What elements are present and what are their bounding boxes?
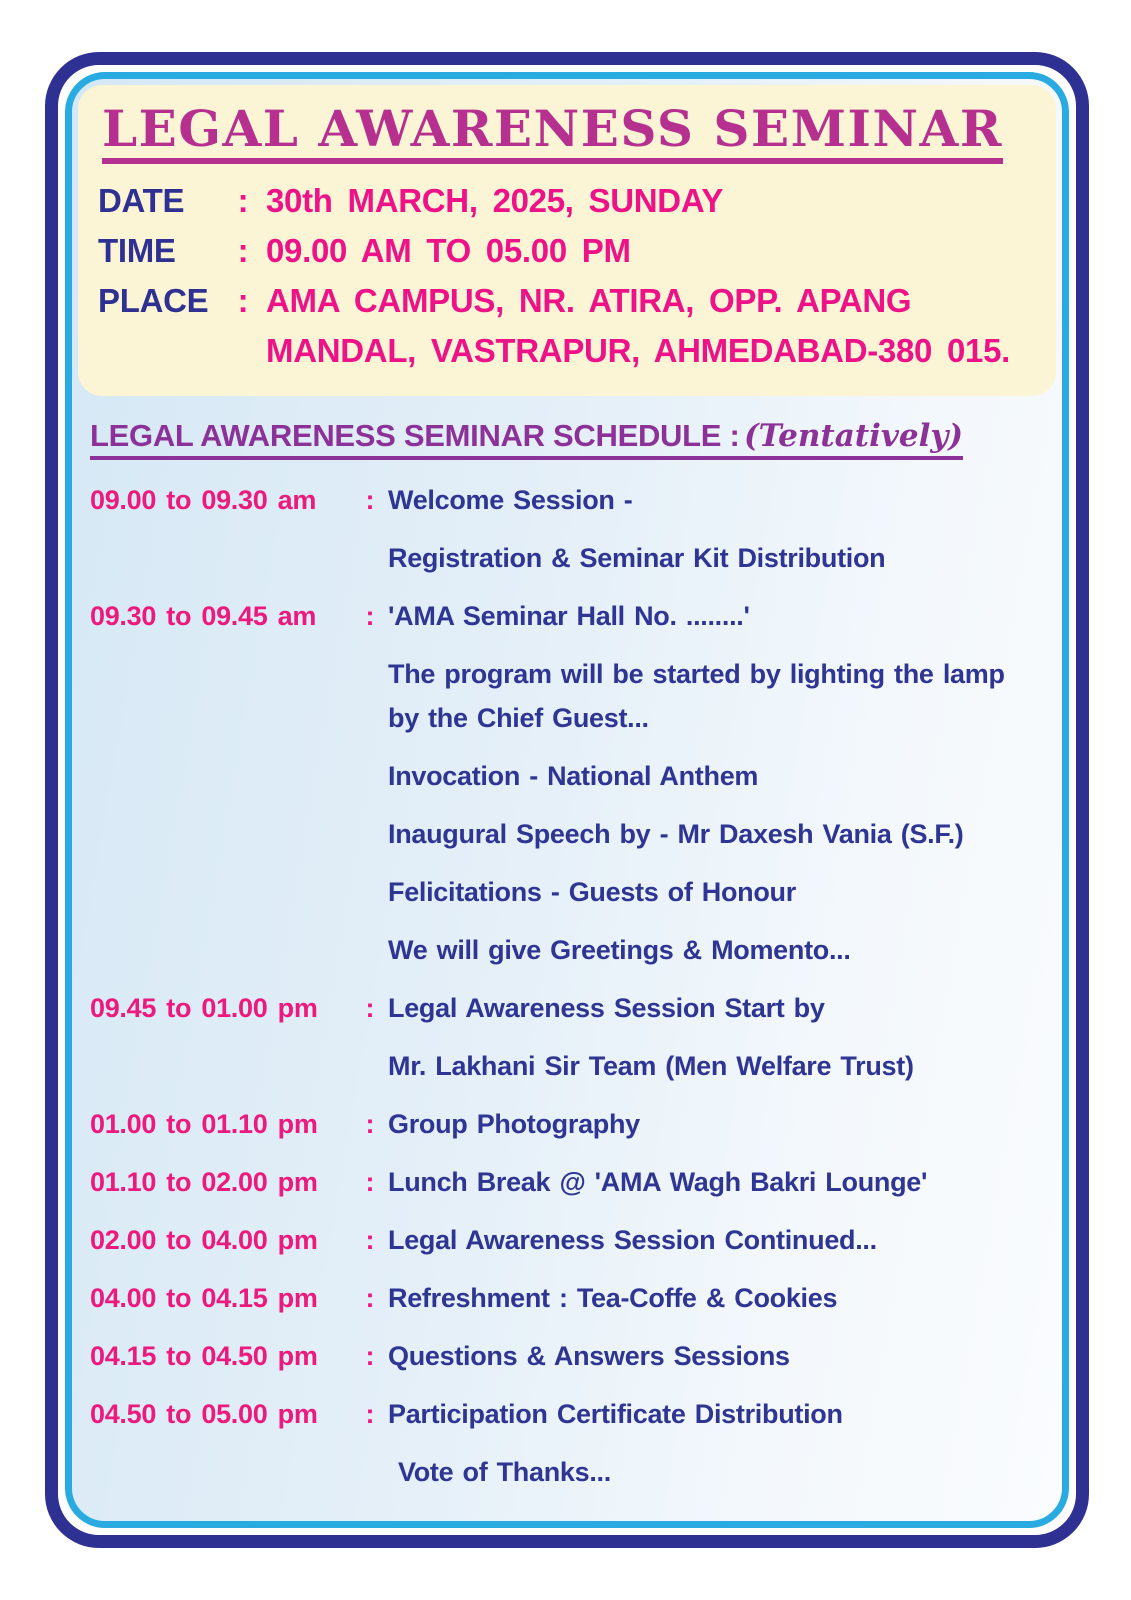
schedule-line: by the Chief Guest... [388, 703, 649, 733]
schedule-row [90, 1276, 1050, 1334]
schedule-description [388, 986, 1050, 1102]
schedule-time: 04.50 to 05.00 pm [90, 1399, 318, 1429]
schedule-line: Legal Awareness Session Continued... [388, 1225, 877, 1255]
schedule-row [90, 1102, 1050, 1160]
schedule-row [90, 1392, 1050, 1508]
schedule-description [388, 1334, 1050, 1392]
schedule-description [388, 1218, 1050, 1276]
schedule-line: Refreshment : Tea-Coffe & Cookies [388, 1283, 838, 1313]
schedule-time: 09.30 to 09.45 am [90, 601, 317, 631]
schedule-separator: : [365, 1225, 375, 1255]
place-separator: : [237, 282, 249, 319]
place-value: AMA CAMPUS, NR. ATIRA, OPP. APANG MANDAL, VASTRAPUR, AHMEDABAD-380 015. [266, 282, 1010, 369]
schedule-line: Registration & Seminar Kit Distribution [388, 543, 886, 573]
schedule-separator: : [365, 993, 375, 1023]
time-label: TIME [98, 232, 176, 269]
schedule-row [90, 1334, 1050, 1392]
schedule-line: Vote of Thanks... [398, 1457, 611, 1487]
info-row-date [98, 176, 1038, 226]
schedule-separator: : [365, 485, 375, 515]
schedule-description [388, 1276, 1050, 1334]
schedule-line: Participation Certificate Distribution [388, 1399, 843, 1429]
poster-content [72, 79, 1062, 1521]
schedule-separator: : [365, 1109, 375, 1139]
schedule-line: 'AMA Seminar Hall No. ........' [388, 601, 750, 631]
time-separator: : [237, 232, 249, 269]
schedule-line: Legal Awareness Session Start by [388, 993, 825, 1023]
schedule-heading-note: (Tentatively) [743, 418, 964, 454]
schedule-row [90, 1218, 1050, 1276]
schedule-section [78, 396, 1056, 1508]
poster-frame [45, 52, 1089, 1548]
info-row-place [98, 276, 1038, 376]
schedule-heading-text: LEGAL AWARENESS SEMINAR SCHEDULE : [90, 418, 740, 453]
schedule-row [90, 1160, 1050, 1218]
schedule-time: 04.15 to 04.50 pm [90, 1341, 318, 1371]
schedule-time: 09.45 to 01.00 pm [90, 993, 318, 1023]
header-panel [78, 85, 1056, 396]
poster-title: LEGAL AWARENESS SEMINAR [102, 101, 1003, 164]
schedule-line: Felicitations - Guests of Honour [388, 877, 796, 907]
schedule-separator: : [365, 1341, 375, 1371]
schedule-line: Mr. Lakhani Sir Team (Men Welfare Trust) [388, 1051, 914, 1081]
schedule-line: Invocation - National Anthem [388, 761, 759, 791]
schedule-description [388, 1102, 1050, 1160]
date-separator: : [237, 182, 249, 219]
schedule-description [388, 594, 1050, 986]
schedule-time: 01.10 to 02.00 pm [90, 1167, 318, 1197]
schedule-line: Lunch Break @ 'AMA Wagh Bakri Lounge' [388, 1167, 928, 1197]
schedule-line: Questions & Answers Sessions [388, 1341, 790, 1371]
schedule-separator: : [365, 1399, 375, 1429]
schedule-time: 02.00 to 04.00 pm [90, 1225, 318, 1255]
poster-inner-frame [65, 72, 1069, 1528]
schedule-time: 04.00 to 04.15 pm [90, 1283, 318, 1313]
schedule-separator: : [365, 1167, 375, 1197]
date-value: 30th MARCH, 2025, SUNDAY [266, 182, 724, 219]
schedule-row [90, 478, 1050, 594]
schedule-time: 01.00 to 01.10 pm [90, 1109, 318, 1139]
schedule-line: Inaugural Speech by - Mr Daxesh Vania (S.F.) [388, 819, 964, 849]
schedule-line: The program will be started by lighting the lamp [388, 659, 1005, 689]
schedule-heading [90, 418, 963, 460]
schedule-description [388, 478, 1050, 594]
schedule-line: Welcome Session - [388, 485, 633, 515]
schedule-line: Group Photography [388, 1109, 640, 1139]
schedule-separator: : [365, 1283, 375, 1313]
schedule-description [388, 1392, 1050, 1508]
place-label: PLACE [98, 282, 209, 319]
date-label: DATE [98, 182, 185, 219]
schedule-time: 09.00 to 09.30 am [90, 485, 317, 515]
schedule-description [388, 1160, 1050, 1218]
info-row-time [98, 226, 1038, 276]
time-value: 09.00 AM TO 05.00 PM [266, 232, 631, 269]
schedule-row [90, 986, 1050, 1102]
schedule-row [90, 594, 1050, 986]
schedule-line: We will give Greetings & Momento... [388, 935, 851, 965]
schedule-separator: : [365, 601, 375, 631]
